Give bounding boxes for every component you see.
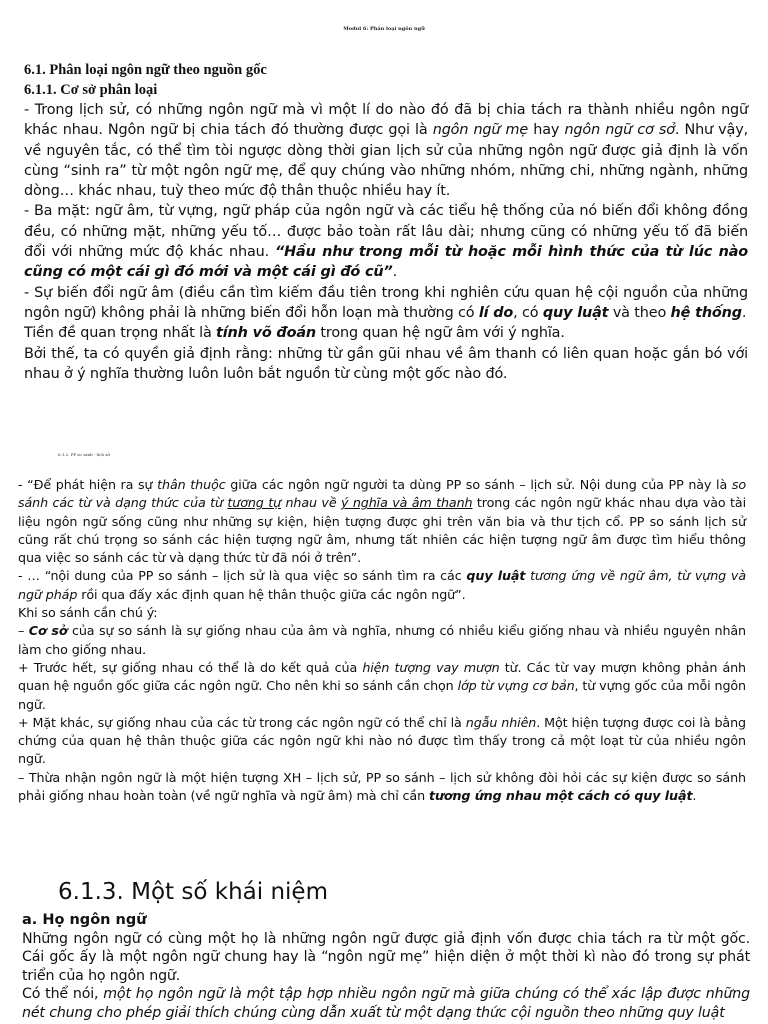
paragraph: - Trong lịch sử, có những ngôn ngữ mà vì một lí do nào đó đã bị chia tách ra thành nhiều ngôn ngữ khác nhau. Ngôn ngữ bị chia tách đó thường được gọi là ngôn ngữ mẹ hay ngôn ngữ cơ sở. Như vậy, về nguyên tắc, có thể tìm tòi ngược dòng thời gian lịch sử của những ngôn ngữ được giả định là vốn cùng “sinh ra” từ một ngôn ngữ mẹ, để quy chúng vào những nhóm, những chi, những ngành, những dòng… khác nhau, tuỳ theo mức độ thân thuộc nhiều hay ít. [24,102,749,200]
paragraph: - Sự biến đổi ngữ âm (điều cần tìm kiếm đầu tiên trong khi nghiên cứu quan hệ cội nguồn của những ngôn ngữ) không phải là những biến đổi hỗn loạn mà thường có lí do, có quy luật và theo hệ thống. [24,284,748,321]
section-heading: 6.1.3. Một số khái niệm [58,879,328,905]
subsection-title: 6.1.1. Cơ sở phân loại [24,82,158,98]
paragraph: Bởi thế, ta có quyền giả định rằng: những từ gần gũi nhau về âm thanh có liên quan hoặc gắn bó với nhau ở ý nghĩa thường luôn luôn bắt nguồn từ cùng một gốc nào đó. [24,345,748,382]
subsection-caption: 6.1.2. PP so sánh - lịch sử [58,452,110,457]
paragraph: Có thể nói, một họ ngôn ngữ là một tập hợp nhiều ngôn ngữ mà giữa chúng có thể xác lập được những nét chung cho phép giải thích chúng cùng dẫn xuất từ một dạng thức cội nguồn theo những quy luật [22,986,750,1021]
paragraph: - “Để phát hiện ra sự thân thuộc giữa các ngôn ngữ người ta dùng PP so sánh – lịch sử. Nội dung của PP này là so sánh các từ và dạng thức của từ tương tự nhau về ý nghĩa và âm thanh trong các ngôn ngữ khác nhau dựa vào tài liệu ngôn ngữ sống cũng như những sự kiện, hiện tượng được ghi trên văn bia và thư tịch cổ. PP so sánh lịch sử cũng rất chú trọng so sánh các hiện tượng ngữ âm, nhưng tất nhiên các hiện tượng ngữ âm được tìm hiểu thông qua việc so sánh các từ và dạng thức từ đã nói ở trên”. [18,477,746,566]
paragraph: + Trước hết, sự giống nhau có thể là do kết quả của hiện tượng vay mượn từ. Các từ vay mượn không phản ánh quan hệ nguồn gốc giữa các ngôn ngữ. Cho nên khi so sánh cần chọn lớp từ vựng cơ bản, từ vựng gốc của mỗi ngôn ngữ. [18,659,746,712]
paragraph: - … “nội dung của PP so sánh – lịch sử là qua việc so sánh tìm ra các quy luật tương ứng về ngữ âm, từ vựng và ngữ pháp rồi qua đấy xác định quan hệ thân thuộc giữa các ngôn ngữ”. [18,568,746,602]
paragraph: - Ba mặt: ngữ âm, từ vựng, ngữ pháp của ngôn ngữ và các tiểu hệ thống của nó biến đổi không đồng đều, có những mặt, những yếu tố… được bảo toàn rất lâu dài; nhưng cũng có những yếu tố đã biến đổi với những mức độ khác nhau. “Hầu như trong mỗi từ hoặc mỗi hình thức của từ lúc nào cũng có một cái gì đó mới và một cái gì đó cũ”. [24,203,748,281]
paragraph: + Mặt khác, sự giống nhau của các từ trong các ngôn ngữ có thể chỉ là ngẫu nhiên. Một hiện tượng được coi là bằng chứng của quan hệ thân thuộc giữa các ngôn ngữ khi nào nó được tìm thấy trong cả một loạt từ của nhiều ngôn ngữ. [18,714,746,767]
subsection-heading: a. Họ ngôn ngữ [22,912,147,928]
paragraph: – Thừa nhận ngôn ngữ là một hiện tượng XH – lịch sử, PP so sánh – lịch sử không đòi hỏi các sự kiện được so sánh phải giống nhau hoàn toàn (về ngữ nghĩa và ngữ âm) mà chỉ cần tương ứng nhau một cách có quy luật. [18,769,746,804]
paragraph: Những ngôn ngữ có cùng một họ là những ngôn ngữ được giả định vốn được chia tách ra từ một gốc. Cái gốc ấy là một ngôn ngữ chung hay là “ngôn ngữ mẹ” hiện diện ở một thời kì nào đó trong sự phát triển của họ ngôn ngữ. [22,931,750,984]
section-6-1 [24,60,748,384]
section-6-1-3 [22,910,750,1022]
page-header: Modul 6: Phân loại ngôn ngữ [343,26,425,32]
paragraph: Tiền đề quan trọng nhất là tính võ đoán trong quan hệ ngữ âm với ý nghĩa. [24,325,565,342]
paragraph: – Cơ sở của sự so sánh là sự giống nhau của âm và nghĩa, nhưng có nhiều kiểu giống nhau và nhiều nguyên nhân làm cho giống nhau. [18,623,746,657]
section-6-1-2 [18,476,746,805]
paragraph: Khi so sánh cần chú ý: [18,605,158,621]
section-title: 6.1. Phân loại ngôn ngữ theo nguồn gốc [24,62,267,78]
